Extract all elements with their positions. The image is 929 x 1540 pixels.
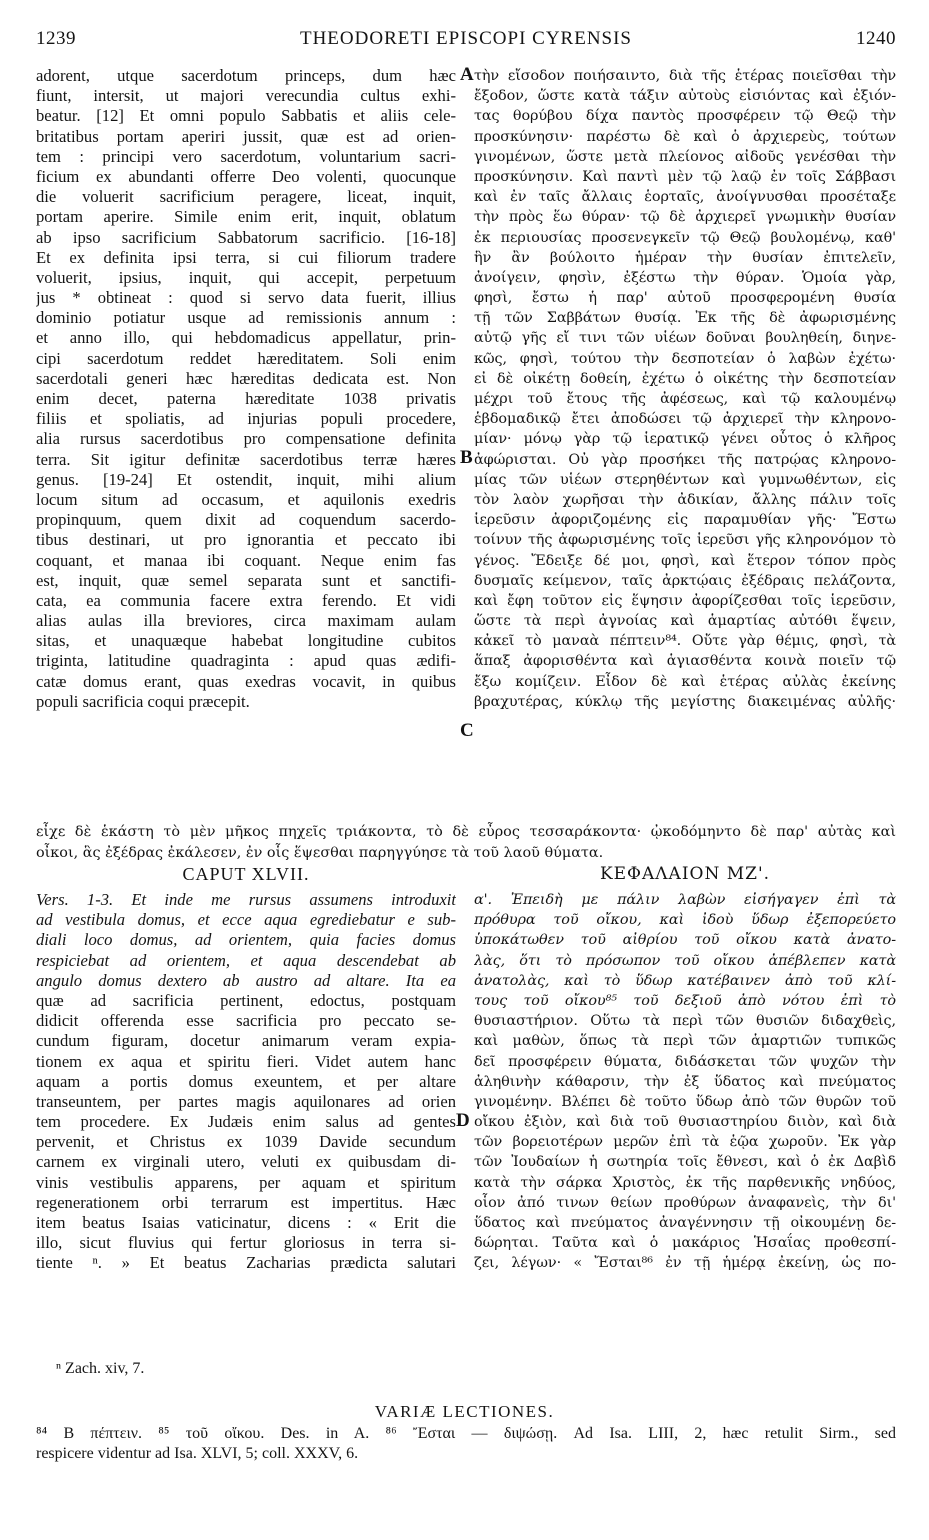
running-header	[36, 28, 896, 58]
latin-text-line: tem : principi vero sacerdotum, voluntarium sacri-	[36, 146, 456, 166]
latin-text-line: fiunt, intersit, ut majori verecundia cultus exhi-	[36, 86, 456, 106]
latin-text-line: voluerit, ipsius, inquit, qui accepit, perpetuum	[36, 267, 456, 287]
latin-text-line: jus * obtineat : quod si servo data fuerit, illius	[36, 288, 456, 308]
greek-text-line: ζει, λέγων· « Ἔσται⁸⁶ ἐν τῇ ἡμέρᾳ ἐκείνῃ, ὡς πο-	[474, 1255, 896, 1272]
greek-text-line: προσκύνησιν· παρέστω δὲ καὶ ὁ ἀρχιερεὺς, τούτων	[474, 128, 896, 145]
caput-heading-greek: ΚΕΦΑΛΑΙΟΝ ΜΖ'.	[599, 864, 771, 884]
page-number-right: 1240	[856, 28, 896, 49]
greek-text-line: κατὰ τὴν σάρκα Χριστὸς, ἐκ τῆς παρθενικῆς νηδύος,	[474, 1174, 896, 1191]
latin-text-line: Et ex definita ipsi terra, si cui filiorum tradere	[36, 247, 456, 267]
latin-text-line: triginta, latitudine quadraginta : apud quas ædifi-	[36, 651, 456, 671]
variae-lectiones-text	[36, 1424, 896, 1464]
variae-lectiones-line: respicere videntur ad Isa. XLVI, 5; coll. XXXV, 6.	[36, 1445, 359, 1462]
greek-column-bottom	[474, 890, 896, 1274]
greek-column-top	[474, 66, 896, 712]
greek-verse-line: λὰς, ὅτι τὸ πρόσωπον τοῦ οἴκου ἀπέβλεπεν κατὰ	[474, 952, 896, 969]
greek-text-line: ἣν ἂν βούλοιτο ἡμέραν τὴν θυσίαν ἐπιτελεῖν,	[474, 249, 896, 266]
latin-text-line: catæ domus erant, quas exedras vocavit, in quibus	[36, 671, 456, 691]
greek-text-line: προσκύνησιν. Καὶ παντὶ μὲν τῷ λαῷ ἐν τοῖς Σάββασι	[474, 168, 896, 185]
latin-text-line: item beatus Isaias vaticinatur, dicens : « Erit die	[36, 1213, 456, 1232]
latin-text-line: portam aperire. Simile enim erit, inquit, oblatum	[36, 207, 456, 227]
latin-text-line: vinis vestibulis apparens, per aquam et spiritum	[36, 1172, 456, 1192]
margin-marker-d: D	[456, 1110, 470, 1131]
latin-text-line: tiente ⁿ. » Et beatus Zacharias prædicta salutari	[36, 1253, 456, 1273]
latin-text-line: beatur. [12] Et omni populo Sabbatis et aliis cele-	[36, 106, 456, 126]
greek-text-line: ὥστε τὰ περὶ ἀγνοίας καὶ ἁμαρτίας αὐτόθι ἕψειν,	[474, 613, 896, 630]
footnote: ⁿ Zach. xiv, 7.	[56, 1360, 145, 1377]
latin-verse-line: angulo domus dextero ab austro ad altare. Ita ea	[36, 970, 456, 990]
greek-text-line: τῇ τῶν Σαββάτων θυσίᾳ. Ἐκ τῆς δὲ ἀφωρισμένης	[474, 310, 896, 327]
latin-text-line: enim decet, paterna hæreditate 1038 privatis	[36, 389, 456, 408]
greek-text-line: ἐκ περιουσίας προσενεγκεῖν τῷ Θεῷ βουλομένῳ, καθ'	[474, 229, 896, 246]
latin-text-line: aquam a portis domus exeuntem, et per altare	[36, 1071, 456, 1091]
latin-text-line: genus. [19-24] Et ostendit, inquit, mihi alium	[36, 469, 456, 489]
greek-text-line: τὸν λαὸν χωρῆσαι τὴν ἀδικίαν, ἄλλης πάλιν τοῖς	[474, 491, 896, 508]
greek-verse-line: πρόθυρα τοῦ οἴκου, καὶ ἰδοὺ ὕδωρ ἐξεπορεύετο	[474, 912, 896, 929]
latin-column-top	[36, 66, 456, 712]
latin-text-line: dominio potiatur usque ad remissionis annum :	[36, 308, 456, 328]
latin-text-line: pervenit, et Christus ex 1039 Davide secundum	[36, 1132, 456, 1152]
greek-text-line: γινομένην. Βλέπει δὲ τοῦτο ὕδωρ ἀπὸ τῶν θυρῶν τοῦ	[474, 1093, 896, 1110]
latin-text-line: britatibus portam aperiri jussit, quæ est ad orien-	[36, 126, 456, 146]
latin-text-line: transeuntem, per partes magis aquilonares ad orien	[36, 1091, 456, 1111]
greek-text-line: ἑβδομαδικῷ ἔτει ἀποδώσει τῷ ἀρχιερεῖ τὴν κληρονο-	[474, 411, 896, 428]
greek-text-line: τὴν εἴσοδον ποιήσαιντο, διὰ τῆς ἑτέρας ποιεῖσθαι τὴν	[474, 68, 896, 84]
latin-text-line: ab ipso sacrificium Sabbatorum sacrificio. [16-18]	[36, 227, 456, 247]
latin-text-line: alia rursus sacerdotibus pro compensatione definita	[36, 429, 456, 449]
latin-text-line: die voluerit sacrificium peragere, liceat, inquit,	[36, 187, 456, 207]
latin-column-bottom	[36, 890, 456, 1274]
latin-text-line: illo, sicut fluvius qui fertur gloriosus in terra si-	[36, 1233, 456, 1253]
latin-text-line: sacerdotali generi hæc hæreditas dedicata est. Non	[36, 368, 456, 388]
latin-text-line: quæ ad sacrificia pertinent, edoctus, postquam	[36, 990, 456, 1010]
latin-verse-line: Vers. 1-3. Et inde me rursus assumens introduxit	[36, 890, 456, 909]
greek-text-line: φησὶ, ἔστω ἡ παρ' αὐτοῦ προσφερομένη θυσία	[474, 290, 896, 307]
greek-verse-line: τους τοῦ οἴκου⁸⁵ τοῦ δεξιοῦ ἀπὸ νότου ἐπὶ τὸ	[474, 992, 896, 1009]
greek-text-line: οἷον ἀπό τινων θείων προθύρων ἀναφανεὶς, τὴν δι'	[474, 1194, 896, 1211]
latin-text-line: et anno illo, qui hebdomadicus appellatur, prin-	[36, 328, 456, 348]
latin-text-line: coquant, et manaa ibi coquant. Neque enim fas	[36, 550, 456, 570]
greek-text-line: καὶ ἐν ταῖς ἄλλαις ἑορταῖς, ἀνοίγνυσθαι προσέταξε	[474, 189, 896, 206]
latin-verse-line: diali loco domus, ad orientem, quia facies domus	[36, 930, 456, 950]
greek-text-line: δυσμαῖς κείμενον, ταῖς ἀρκτῴαις ἐξέδραις πελάζοντα,	[474, 572, 896, 589]
latin-text-line: locum situm ad occasum, et aquilonis exedris	[36, 489, 456, 509]
latin-text-line: populi sacrificia coqui præcepit.	[36, 691, 250, 711]
greek-text-line: μίαν· μόνῳ γὰρ τῷ ἱερατικῷ γένει οὗτος ὁ κλῆρος	[474, 431, 896, 448]
margin-marker-a: A	[460, 64, 474, 85]
greek-text-line: ἀληθινὴν κάθαρσιν, τὴν ἐξ ὕδατος καὶ πνεύματος	[474, 1073, 896, 1090]
latin-verse-line: respiciebat ad orientem, et aqua descendebat ab	[36, 950, 456, 970]
greek-text-line: ἅπαξ ἀφορισθέντα καὶ ἁγιασθέντα κοινὰ ποιεῖν τῷ	[474, 653, 896, 670]
greek-verse-line: ὑποκάτωθεν τοῦ αἰθρίου τοῦ οἴκου κατὰ ἀνατο-	[474, 932, 896, 949]
latin-text-line: cipi sacerdotum reddet hæreditatem. Soli enim	[36, 348, 456, 368]
page-number-left: 1239	[36, 28, 76, 49]
latin-text-line: sitas, et unaquæque habebat longitudine cubitos	[36, 631, 456, 651]
greek-text-line: θυσιαστήριον. Οὕτω τὰ περὶ τῶν θυσιῶν διδαχθεὶς,	[474, 1013, 896, 1030]
greek-text-line: ὕδατος καὶ πνεύματος ἀναγέννησιν τῇ οἰκουμένῃ δε-	[474, 1215, 896, 1231]
greek-text-line: εἶχε δὲ ἑκάστη τὸ μὲν μῆκος πηχεῖς τριάκοντα, τὸ δὲ εὖρος τεσσαράκοντα· ᾠκοδόμηντο δὲ παρ' αὐτὰς καὶ	[36, 824, 896, 840]
greek-text-line: καὶ μαθὼν, ὅπως τὰ περὶ τῶν ἁμαρτιῶν τυπικῶς	[474, 1033, 896, 1050]
running-title: THEODORETI EPISCOPI CYRENSIS	[299, 28, 633, 49]
greek-text-line: ἱερεῦσιν ἀφοριζομένης εἰς παραμυθίαν γῆς· Ἔστω	[474, 512, 896, 529]
latin-text-line: tionem ex aqua et spiritu fieri. Videt autem hanc	[36, 1051, 456, 1071]
greek-text-line: ἀφώρισται. Οὐ γὰρ προσήκει τῆς πατρῴας κληρονο-	[474, 451, 896, 468]
greek-text-line: γένος. Ἔδειξε δέ μοι, φησὶ, καὶ ἕτερον τόπον πρὸς	[474, 552, 896, 569]
greek-text-line: τῶν βορειοτέρων μερῶν ἐπὶ τὰ ἑῷα χωροῦν. Ἐκ γὰρ	[474, 1134, 896, 1151]
latin-verse-line: ad vestibula domus, et ecce aqua egrediebatur e sub-	[36, 910, 456, 930]
greek-text-line: μίας τῶν υἱέων στερηθέντων καὶ γυμνωθέντων, εἰς	[474, 471, 896, 488]
margin-marker-b: B	[460, 447, 473, 468]
greek-text-line: τας θορύβου δίχα παντὸς προσφέρειν τῷ Θεῷ τὴν	[474, 108, 896, 125]
greek-verse-line: α'. Ἐπειδὴ με πάλιν λαβὼν εἰσήγαγεν ἐπὶ τὰ	[474, 892, 896, 908]
latin-text-line: didicit offerenda esse sacrificia pro peccato se-	[36, 1011, 456, 1031]
latin-text-line: adorent, utque sacerdotum princeps, dum hæc	[36, 66, 456, 85]
greek-text-line: εἰ δὲ οἰκέτῃ δοθείη, ἐχέτω ὁ οἰκέτης τὴν δεσποτείαν	[474, 370, 896, 387]
latin-text-line: propinquum, quem dixit ad coquendum sacerdo-	[36, 510, 456, 530]
variae-lectiones-line: ⁸⁴ B πέπτειν. ⁸⁵ τοῦ οἴκου. Des. in A. ⁸⁶ Ἔσται — διψώσῃ. Ad Isa. LIII, 2, hæc retulit Sirm., sed	[36, 1425, 896, 1442]
greek-text-line: δώρηται. Ταῦτα καὶ ὁ μακάριος Ἡσαΐας προθεσπί-	[474, 1235, 896, 1252]
latin-text-line: terra. Sit igitur definitæ sacerdotibus terræ hæres	[36, 449, 456, 469]
variae-lectiones-heading: VARIÆ LECTIONES.	[374, 1402, 555, 1421]
greek-text-line: ἔξοδον, ὥστε κατὰ τάξιν αὐτοὺς εἰσιόντας καὶ ἐξιόν-	[474, 88, 896, 105]
greek-text-line: δεῖ προσφέρειν θύματα, διδάσκεται τῶν ψυχῶν τὴν	[474, 1053, 896, 1070]
greek-text-line: ἔξω κομίζειν. Εἶδον δὲ καὶ ἑτέρας αὐλὰς ἐκείνης	[474, 673, 896, 690]
greek-text-line: αὐτῷ γῆς εἴ τινι τῶν υἱέων δοῦναι βουληθείη, διηνε-	[474, 330, 896, 347]
margin-marker-c: C	[460, 720, 474, 741]
greek-text-line: οἴκου ἐξιὸν, καὶ διὰ τοῦ θυσιαστηρίου διιὸν, καὶ διὰ	[474, 1114, 896, 1131]
greek-text-line: τὴν πρὸς ἕω θύραν· τῷ δὲ ἀρχιερεῖ γνωμικὴν θυσίαν	[474, 209, 896, 226]
caput-heading-latin: CAPUT XLVII.	[182, 864, 310, 884]
greek-text-line: γινομένων, ὥστε μετὰ πλείονος αἰδοῦς γενέσθαι τὴν	[474, 148, 896, 165]
greek-text-line: κἀκεῖ τὸ μαναὰ πέπτειν⁸⁴. Οὔτε γὰρ θέμις, φησὶ, τὰ	[474, 633, 896, 650]
latin-text-line: cata, ea communia facere extra ferendo. Et vidi	[36, 590, 456, 610]
greek-text-line: οἶκοι, ἃς ἐξέδρας ἐκάλεσεν, ἐν οἷς ἕψεσθαι παρηγγύησε τὰ τοῦ λαοῦ θύματα.	[36, 844, 604, 861]
latin-text-line: regenerationem orbi terrarum est impertitus. Hæc	[36, 1192, 456, 1212]
latin-text-line: tibus destinari, ut pro ignorantia et peccato ibi	[36, 530, 456, 550]
latin-text-line: filiis et spoliatis, ad injurias populi procedere,	[36, 409, 456, 429]
greek-text-line: τῶν Ἰουδαίων ἡ σωτηρία τοῖς ἔθνεσι, καὶ ὁ ἐκ Δαβὶδ	[474, 1154, 896, 1171]
latin-text-line: carnem ex virginali utero, veluti ex quibusdam di-	[36, 1152, 456, 1172]
latin-text-line: est, inquit, quæ semel separata sunt et sanctifi-	[36, 570, 456, 590]
greek-fullwidth-text	[36, 822, 896, 863]
latin-text-line: cundum figuram, docetur animarum veram expia-	[36, 1031, 456, 1051]
greek-text-line: καὶ ἔφη τοῦτον εἰς ἕψησιν ἀφορίζεσθαι τοῖς ἱερεῦσιν,	[474, 592, 896, 609]
greek-text-line: βραχυτέρας, κύκλῳ τῆς μεγίστης διακειμένας αὐλῆς·	[474, 693, 896, 710]
latin-text-line: tem procedere. Ex Judæis enim salus ad gentes	[36, 1112, 456, 1132]
latin-text-line: alias aulas illa breviores, circa maximam aulam	[36, 611, 456, 631]
greek-verse-line: ἀνατολὰς, καὶ τὸ ὕδωρ κατέβαινεν ἀπὸ τοῦ κλί-	[474, 972, 896, 989]
latin-text-line: ficium ex abundanti offerre Deo volenti, quocunque	[36, 166, 456, 186]
greek-text-line: κῶς, φησὶ, τούτου τὴν δεσποτείαν ὁ λαβὼν ἐχέτω·	[474, 350, 896, 367]
greek-text-line: τοίνυν τῆς ἀφωρισμένης τοῖς ἱερεῦσι γῆς κληρονόμον τὸ	[474, 532, 896, 549]
greek-text-line: μέχρι τοῦ ἔτους τῆς ἀφέσεως, καὶ τῷ καλουμένῳ	[474, 391, 896, 407]
greek-text-line: ἀνοίγειν, φησὶν, ἐξέστω τὴν θύραν. Ὁμοία γὰρ,	[474, 269, 896, 286]
